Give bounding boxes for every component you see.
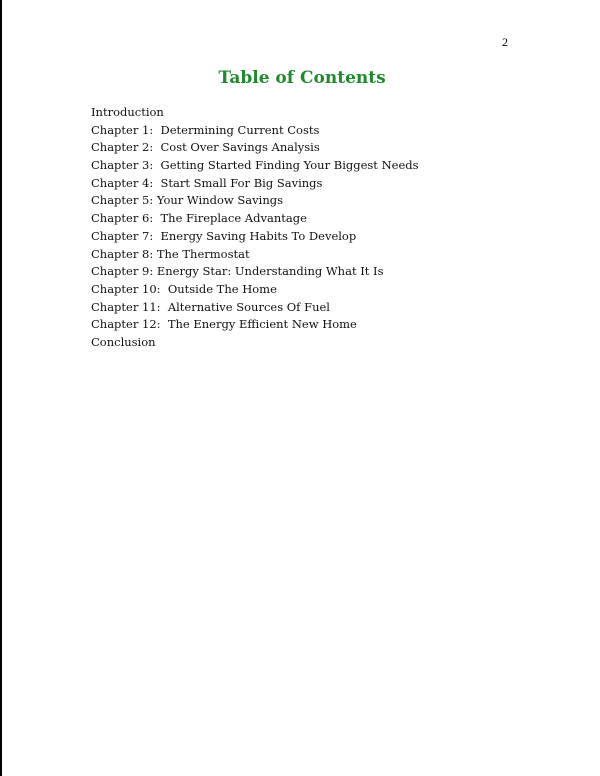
toc-entry-chapter-5: Chapter 5: Your Window Savings [91,193,283,208]
toc-entry-chapter-6: Chapter 6: The Fireplace Advantage [91,211,307,226]
page-title: Table of Contents [218,68,386,88]
toc-entry-chapter-7: Chapter 7: Energy Saving Habits To Develop [91,228,357,243]
toc-entry-chapter-11: Chapter 11: Alternative Sources Of Fuel [91,299,330,314]
toc-entry-chapter-10: Chapter 10: Outside The Home [91,281,277,296]
page-number: 2 [502,35,508,49]
toc-entry-chapter-1: Chapter 1: Determining Current Costs [91,122,320,137]
toc-entry-chapter-8: Chapter 8: The Thermostat [91,246,250,261]
toc-entry-introduction: Introduction [91,105,164,119]
toc-entry-conclusion: Conclusion [91,334,156,349]
toc-entry-chapter-4: Chapter 4: Start Small For Big Savings [91,175,323,190]
toc-entry-chapter-3: Chapter 3: Getting Started Finding Your Biggest Needs [91,158,419,173]
toc-entry-chapter-12: Chapter 12: The Energy Efficient New Home [91,317,357,332]
toc-entry-chapter-9: Chapter 9: Energy Star: Understanding What It Is [91,264,384,279]
toc-entry-chapter-2: Chapter 2: Cost Over Savings Analysis [91,140,320,155]
table-of-contents [91,104,419,352]
